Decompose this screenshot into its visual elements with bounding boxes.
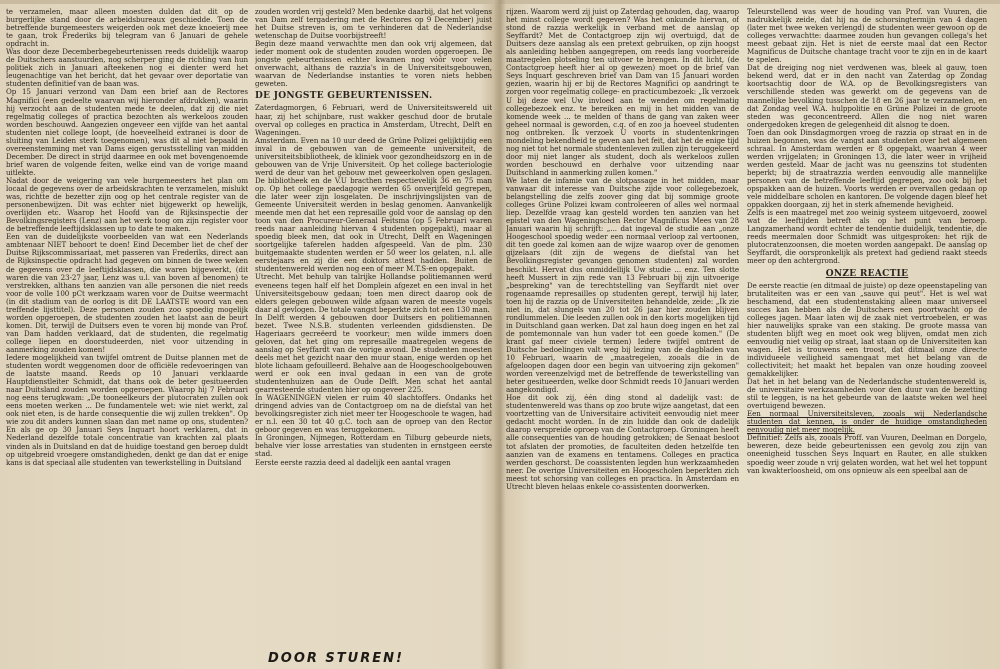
paragraph: Utrecht. Met behulp van talrijke Hollandse politiemannen werd eveneens tegen half elf het Domplein afgezet en een inval in het Universiteitsgebouw gedaan; toen men direct daarop ook de elders gelegen gebouwen wilde afgaan waren de meeste vogels daar al gevlogen. De totale vangst beperkte zich tot een 130 man. [255, 272, 492, 314]
column-4 [747, 8, 987, 663]
paragraph: Definitief: Zelfs als, zooals Proff. van Vuuren, Deelman en Dorgelo, beweren, deze beide gebeurtenissen een gevolg zou zijn van oneenigheid tusschen Seys Inquart en Rauter, en alle stukken spoedig weer zoude n vrij gelaten worden, wat het wel het toppunt van kwakterloosheid, om ons opnieuw als een speelbal aan de [747, 433, 987, 475]
paragraph: Nadat door de weigering van vele burgemeesters het plan om locaal de gegevens over de arbeidskrachten te verzamelen, mislukt was, richtte de bezetter zijn oog op het centrale register van de personenbewijzen. Dit was echter niet bijgewerkt op hewelijk, overlijden etc. Waarop het Hoofd van de Rijksinspectie der Bevolkingsregisters (Lenz) aan het werk toog om zijn register voor de betreffende leeftijdsklassen up to date te maken. [6, 175, 248, 234]
paragraph: Dat het in het belang van de Nederlandsche studentenwereld is, de universitaire werkzaamheden voor den duur van de bezetting stil te leggen, is na het gebeurde van de laatste weken wel heel overtuigend bewezen. [747, 377, 987, 411]
paragraph: In WAGENINGEN vielen er ruim 40 slachtoffers. Ondanks het dringend advies van de Contactgroep om na de diefstal van het bevolkingsregister zich niet meer ter Hoogeschoole te wagen, had er n.l. een 30 tot 40 g.C. toch aan de oproep van den Rector geboor gegeven en was teruggekomen. [255, 393, 492, 435]
paragraph: Begin deze maand verwachtte men dan ook vrij algemeen, dat ieder moment ook de studenten zouden worden opgeroepen. De jongste gebeurtenissen echter kwamen nog vóór voor velen onverwacht, althans de razzia's in de Universiteitsgebouwen, waarvan de Nederlandse instanties te voren niets hebben geweten. [255, 39, 492, 89]
paragraph: Iedere mogelijkheid van twijfel omtrent de Duitse plannen met de studenten wordt weggenomen door de officiële redevoeringen van de laatste maand. Reeds op 10 Januari verklaarde Hauptdienstleiter Schmidt, dat thans ook de beter gesitueerden naar Duitsland zouden worden opgeroepen. Waarop hij 7 Februari nog eens terugkwam: „De tooneelkeurs der plutocraten zullen ook eens moeten werken ... De fundamentele wet: wie niet werkt, zal ook niet eten, is de harde consequentie die wij zullen trekken". Op wie zou dit anders kunnen slaan dan met name op ons, studenten? En als ge op 30 Januari Seys Inquart hoort verklaren, dat in Nederland dezelfde totale concentratie van krachten zal plaats vinden als in Duitsland en dat de huidige toestand gen beroep duldt op uitgebreid vroegere omstandigheden, denkt ge dan dat er enige kans is dat speciaal alle studenten van tewerkstelling in Duitsland [6, 353, 248, 467]
paragraph: Een normaal Universiteitsleven, zooals wij Nederlandsche studenten dat kennen, is onder de huidige omstandigheden eenvoudig niet meer mogelijk. [747, 409, 987, 435]
section-heading: DE JONGSTE GEBEURTENISSEN. [255, 91, 433, 102]
paragraph: Teleurstellend was weer de houding van Prof. van Vuuren, die nadrukkelijk zeide, dat hij na de schorsingtermijn van 4 dagen (later met twee weken verlengd) de studenten weer gewoon op de colleges verwachtte: daarmee zouden hun gevangen collega's het meest gebaat zijn. Het is niet de eerste maal dat een Rector Magnificus de Duitsche chantage tracht voor te zijn en in de kaart te spelen. [747, 8, 987, 65]
paragraph: In Delft werden 4 gebouwen door Duitsers en politiemannen bezet. Twee N.S.B. studenten verleenden gidsdiensten. De Hageriaars gecreëerd te voorkeur; men wilde immers doen geloven, dat het ging om represaille maatregelen wegens de aanslag op Seyffardt van de vorige avond. De studenten moesten deels met het gezicht naar den muur staan, enige werden op het blote lichaam gefouilleerd. Behalve aan de Hoogeschoolgebouwen werd er ook een inval gedaan in een van de grote studentenhuizen aan de Oude Delft. Men schat het aantal gearresteerde studenten hier op ongeveer 225. [255, 312, 492, 395]
paragraph: In Groningen, Nijmegen, Rotterdam en Tilburg gebeurde niets, behalve vier losse arrestaties van studenten in ernstgeen eerste stad. [255, 433, 492, 459]
paragraph: Zelfs is een maatregel met zoo weinig systeem uitgevoerd, zoowel wat de leeftijden betreft als op het punt van beroep. Langzamerhand wordt echter de tendentie duidelijk, tendentie, die reeds meermalen door Schmidt was uitgesproken: het rijk de plutocratenzoonsen, die moeten worden aangepakt. De aanslag op Seyffardt, die oorspronkelijk als pretext had gediend raakt steeds meer op den achtergrond. [747, 208, 987, 266]
paragraph: Eerste eerste razzia deed al dadelijk een aantal vragen [255, 457, 451, 467]
section-heading: ONZE REACTIE [825, 268, 909, 279]
paragraph: zouden worden vrij gesteld? Men bedenke daarbij, dat het volgens van Dam zelf tergadering met de Rectores op 9 December) juist het Duitse streven is, om te verhinderen dat de Nederlandse wetenschap de Duitse voorbijstreeft! [255, 8, 492, 41]
paragraph: De eerste reactie (en ditmaal de juiste) op deze opeenstapeling van brutaliteiten was er een van „sauve qui peut". Het is wel wat beschamend, dat een studentenstaking alleen maar universeel succes kan hebben als de Duitschers een poortwacht op de colleges jagen. Maar laten wij de zaak niet vertroebelen, er was hier nauwelijks sprake van een staking. De groote massa van studenten blijft weg en moet ook weg blijven, omdat men zich eenvoudig niet veilig op straat, laat staan op de Universiteiten kan wagen. Het is trouwens een troost, dat ditmaal onze directe individueele veiligheid samengaat met het belang van de collectiviteit; het maakt het bepalen van onze houding zooveel gemakkelijker. [747, 280, 987, 379]
paragraph: Toen dan ook Dinsdagmorgen vroeg de razzia op straat en in de huizen begonnen, was de vangst aan studenten over het algemeen schraal. In Amsterdam werden er 8 opgepakt, waarvan 4 weer werden vrijgelaten; in Groningen 13, die later weer in vrijheid werden gesteld. Maar de jacht was nu geenszins tot studenten beperkt; bij de straatrazzia werden eenvoudig alle mannelijke personen van de betreffende leeftijd gegrepen, zoo ook bij het opspakken aan de huizen. Voorts werden er overvallen gedaan op vele middelbare scholen en kantoren. De volgende dagen bleef het oppakken doorgaan, zij het in sterk afnemende hevigheid. [747, 127, 987, 210]
paragraph: Dat de dreiging nog niet verdwenen was, bleek al gauw, toen bekend werd, dat er in den nacht van Zaterdag op Zondag koortsachtig door de W.A. op de Bevolkingsregisters van verschillende steden was gewerkt om de gegevens van de mannelijke bevolking tusschen de 18 en 26 jaar te verzamelen, en dat Zondag veel W.A. hulppolitie en Grüne Polizei in de groote steden was geconcentreerd. Allen die nog niet waren ondergedoken kregen de gelegenheid dit alsnog te doen. [747, 63, 987, 129]
column-2 [255, 8, 492, 663]
paragraph: Een van de duidelijkste voorbeelden van wat een Nederlands ambtenaar NIET behoort te doen! Eind December liet de chef der Duitse Rijkscommissariaat, met passeren van Frederiks, direct aan de Rijksinspectie opdracht had gegeven om binnen de twee weken de gegevens over de leeftijdsklassen, die waren bijgewerkt, (dit waren die van 23-27 jaar, Lenz was u.l. van boven af benomen) te verstrekken, althans ten aanzien van alle personen die niet reeds voor de volle 100 pCt werkzaam waren voor de Duitse weermacht (in dit stadium van de oorlog is dit DE LAATSTE woord van een treffende lijsttitel). Deze personen zouden zoo spoedig mogelijk worden opgeroepen, de studenten zouden het laatst aan de beurt komen. Dit, terwijl de Duitsers even te voren bij monde van Prof. van Dam hadden verklaard, dat de studenten, die regelmatig college liepen en doorstudeerden, niet voor uitzending in aanmerking zouden komen! [6, 232, 248, 354]
handwritten-note: DOOR STUREN! [268, 651, 404, 666]
paragraph: Was door deze Decemberbegebeurtenissen reeds duidelijk waarop de Duitschers aanstuurden, nog scherper ging de richting van hun politiek zich in Januari afteekenen nog ei dienter werd het leugenachtige van het bericht, dat het gevaar over deportatie van studenten definitief van de baan was. [6, 47, 248, 89]
paragraph: Hoe dit ook zij, één ding stond al dadelijk vast: de studentenwereld was thans op zoo brute wijze aangetast, dat een voortzetting van de Universitaire activiteit eenvoudig niet meer gedacht mocht worden. In de zin luidde dan ook de dadelijk daarop verspreide oproep van de Contactgroep. Groningen heeft alle consequenties van de houding getrokken; de Senaat besloot tot afslaten der promoties, de faculteiten deden hetzelfde ten aanzien van de examens en tentamens. Colleges en practica werden geschorst. De coassistenten legden hun werkzaamheden neer. De overige Universiteiten en Hoogescholen beperkten zich meest tot schorsing van colleges en practica. In Amsterdam en Utrecht bleven helaas enkele co-assistenten doorwerken. [506, 393, 739, 491]
paragraph: Zaterdagmorgen, 6 Februari, werd de Universiteitswereld uit haar, zij het schijnbare, rust wakker geschud door de brutale overval op colleges en practica in Amsterdam, Utrecht, Delft en Wageningen. [255, 103, 492, 137]
center-fold [494, 0, 506, 669]
column-3 [506, 8, 739, 663]
paragraph: We laten de infamie van de slotpassage in het midden, maar vanwaar dit interesse van Duitsche zijde voor collegebezoek, belangstelling die zelfs zoover ging dat bij sommige groote colleges Grüne Polizei kwam controleeren of alles wel normaal liep. Dezelfde vraag kan gesteld worden ten aanzien van het epistel van den Wageningschen Rector Magnificus Mees van 28 Januari waarin hij schrijft: „... dat ingeval de studie aan „onze Hoogeschool spoedig weder een normaal verloop zal vertoonen, dit ten goede zal komen aan de wijze waarop over de genomen gijzelaars (dit zijn de wegens de diefstal van het Bevolkingsregister gevangen genomen studenten) zal worden beschikt. Hervat dus onmiddellijk Uw studie ... enz. Ten slotte heeft Mussert in zijn rede van 13 Februari bij zijn uitvoerige „bespreking" van de terechtstelling van Seyffardt niet over rogenaamde represailles op studenten gerept, terwijl hij later, toen hij de razzia op de Universiteiten behandelde, zeide: „Ik zie niet in, dat slungels van 20 tot 26 jaar hier zouden blijven rondlummelen. Die leeden zullen ook in den korts mogelijken tijd in Duitschland gaan werken. Dat zal haun doeg ingen en het zal de pomtemonnale van hun vader tot een goede komen." (De krant gaf meer civiele termen) Iedere twijfel omtrent de Duitsche bedoelingen valt weg bij lezing van de dagbladen van 10 Februari, waarin de „maatregelen, zooals die in de afgeloopen dagen door een begin van uitvoering zijn gekomen" worden vereenzelvigd met de betreffende de tewerkstelling van beter gesitueerden, welke door Schmidt reeds 10 Januari werden aangekondigd. [506, 175, 739, 395]
paragraph: Amsterdam. Even na 10 uur deed de Grüne Polizei gelijktijdig een inval in de gebouwen van de gemeente universiteit, de universiteitsbibliotheek, de kliniek voor gezondheidszorg en in de gebouwen van de Vrije Universiteit. Op het college bacteriologie werd de deur van het gebouw met geweerkolven open geslagen. De bibliotheek en de V.U bracthen respectievelijk 36 en 75 man op. Op het college paedagogie werden 65 onverijfeld gegrepen, die later weer zijn losgelaten. De inschrijvingslijsten van de Gemeente Universiteit werden in beslag genomen. Aanvankelijk meende men dat het een represaille gold voor de aanslag op den toon van den Procureur-Generaal Feitsma (op 5 Februari waren reeds naar aanleiding hiervan 4 studenten opgepakt), maar al spoedig bleek men, dat ook in Utrecht, Delft en Wageningen soortgelijke taferelen hadden afgespeeld. Van de plm. 230 buitgemaakte studenten werden er 50 weer los gelaten, n.l. alle eerstejaars en zij die een doktors attest hadden. Buiten de studentenwereld werden nog een of meer M.T.S-en opgepakt. [255, 135, 492, 274]
paragraph: te verzamelen, maar alleen moesten dulden dat dit op de burgerlijke stand door de arbeidsbureaux geschiedde. Toen de betreffende burgemeesters weigerden ook met deze knoeierij mee te gaan, trok Frederiks bij telegram van 6 Januari de gehele opdracht in. [6, 8, 248, 49]
column-1 [6, 8, 248, 663]
paragraph: rijzen. Waarom werd zij juist op Zaterdag gehouden, dag, waarop het minst college wordt gegeven? Was het onkunde hiervan, of stond de razzia werkelijk in verband met de aanslag op Seyffardt? Met de Contactgroep zijn wij overtuigd, dat de Duitsers deze aanslag als een pretext gebruiken, op zijn hoogst als aanleiding hebben aangegrepen, om reeds lang voorbereide maatregelen plotseling ten uitvoer te brengen. In dit licht, (de Contactgroep heeft hier al op gewezen) moet op de brief van Seys Inquart geschreven brief van Dam van 15 Januari worden gezien, waarin hij er bij de Rectores Magnifici op aandringt te zorgen voor regelmatig college- en practicumbezoek: „Ik verzoek U bij deze wel Uw invloed aan te wenden om regelmatig collegebezoek enz. te bereiken en mij in het midden van de komende week ... te melden of thans de gang van zaken weer geheel normaal is geworden, c.q. of en zoo ja hoeveel studenten nog ontbreken. Ik verzoek U voorts in studentenkringen mondeling bekendheid te geven aan het feit, dat het de enige tijd nog niet tot het normale studentenleven zullen zijn teruggekeerd door mij niet langer als student, doch als werkeloos zullen worden beschouwd en derhalve voor uitzending naar Duitschland in aanmerking zullen komen." [506, 8, 739, 177]
paragraph: Op 15 Januari verzond van Dam een brief aan de Rectores Magnifici (een gedeelte waarvan wij hieronder afdrukken), waarin hij verzocht aan de studenten mede te deelen, dat zij die niet regelmatig colleges of practica bezochten als werkeloos zouden worden beschouwd. Aangezien ongeveer een vijfde van het aantal studenten niet college loopt, (de hoeveelheid extranei is door de sluiting van Leiden sterk toegenomen), was dit al niet bepaald in overeenstemming met van Dams eigen gerustsstelling van midden December. De direct in strijd daarmee en ook met bovengenoemde brief waren de volgende feiten, welke eind van de vorige maand uitlekte. [6, 87, 248, 177]
